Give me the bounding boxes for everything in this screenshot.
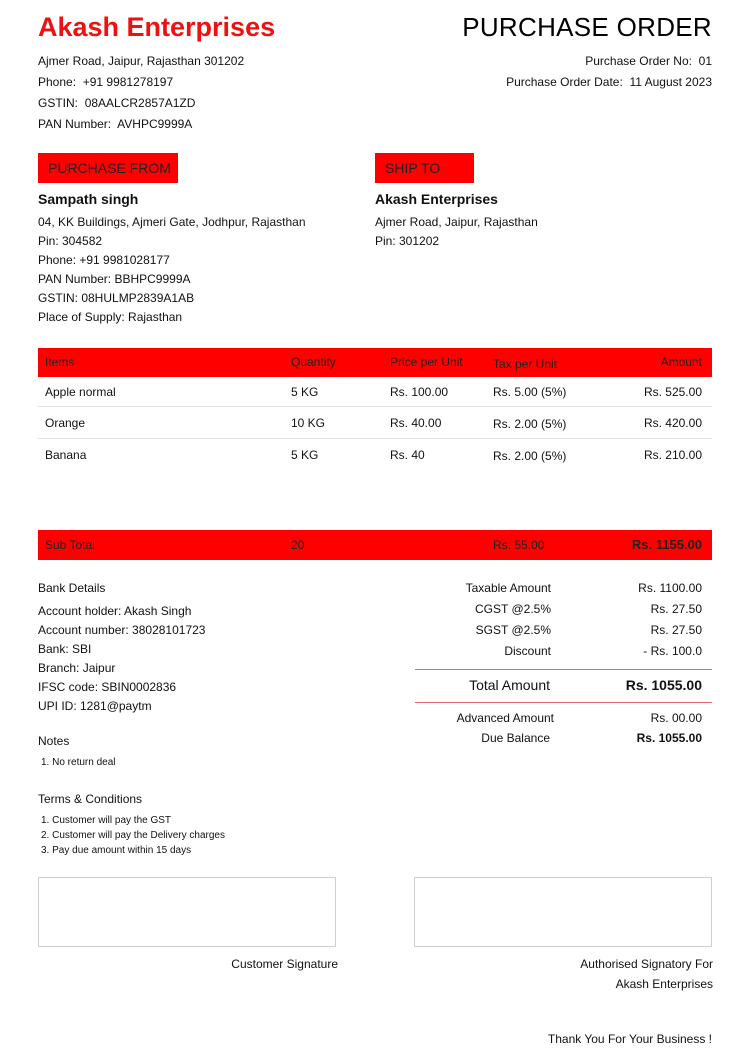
company-phone-value: +91 9981278197 [82, 75, 174, 89]
subtotal-label: Sub Total [45, 538, 95, 552]
vendor-name: Sampath singh [38, 191, 139, 207]
header-quantity: Quantity [291, 355, 336, 369]
taxable-amount-label: Taxable Amount [465, 581, 551, 595]
table-row-2-amount: Rs. 420.00 [643, 416, 702, 430]
bank-name: Bank: SBI [38, 642, 92, 656]
vendor-pan: PAN Number: BBHPC9999A [38, 272, 191, 286]
total-amount-value: Rs. 1055.00 [625, 677, 702, 693]
sgst-value: Rs. 27.50 [650, 623, 702, 637]
cgst-label: CGST @2.5% [475, 602, 551, 616]
discount-value: - Rs. 100.0 [643, 644, 702, 658]
subtotal-quantity: 20 [291, 538, 305, 552]
table-row-3-amount: Rs. 210.00 [643, 448, 702, 462]
header-tax-per-unit: Tax per Unit [493, 357, 558, 371]
bank-upi: UPI ID: 1281@paytm [38, 699, 152, 713]
table-row-3-price: Rs. 40 [390, 448, 425, 462]
subtotal-amount: Rs. 1155.00 [631, 537, 702, 552]
advanced-amount-label: Advanced Amount [456, 711, 554, 725]
thank-you-text: Thank You For Your Business ! [547, 1032, 712, 1046]
company-gstin-value: 08AALCR2857A1ZD [84, 96, 196, 110]
ship-to-address: Ajmer Road, Jaipur, Rajasthan [375, 215, 538, 229]
row-divider [38, 406, 712, 407]
header-items: Items [45, 355, 75, 369]
notes-heading: Notes [38, 734, 70, 748]
row-divider [38, 438, 712, 439]
po-date [506, 75, 712, 89]
vendor-phone: Phone: +91 9981028177 [38, 253, 170, 267]
customer-signature-box [38, 877, 336, 947]
advanced-amount-value: Rs. 00.00 [650, 711, 702, 725]
company-pan [38, 117, 192, 131]
table-row-1-quantity: 5 KG [291, 385, 319, 399]
terms-item-2: 2. Customer will pay the Delivery charges [41, 830, 225, 841]
due-balance-label: Due Balance [481, 731, 550, 745]
po-number-value: 01 [698, 54, 712, 68]
ship-to-pin: Pin: 301202 [375, 234, 440, 248]
notes-item-1: 1. No return deal [41, 757, 116, 768]
terms-item-1: 1. Customer will pay the GST [41, 815, 172, 826]
terms-heading: Terms & Conditions [38, 792, 143, 806]
cgst-value: Rs. 27.50 [650, 602, 702, 616]
company-phone-label: Phone: [38, 75, 77, 89]
terms-item-3: 3. Pay due amount within 15 days [41, 845, 192, 856]
table-row-1-price: Rs. 100.00 [390, 385, 449, 399]
due-balance-value: Rs. 1055.00 [636, 731, 702, 745]
bank-ifsc: IFSC code: SBIN0002836 [38, 680, 177, 694]
authorised-company-label: Akash Enterprises [615, 977, 713, 991]
summary-divider [415, 669, 712, 670]
bank-holder: Account holder: Akash Singh [38, 604, 192, 618]
table-row-2-price: Rs. 40.00 [390, 416, 442, 430]
company-gstin [38, 96, 195, 110]
company-name: Akash Enterprises [38, 12, 276, 42]
purchase-from-heading: PURCHASE FROM [38, 153, 178, 183]
table-row-3-item: Banana [45, 448, 87, 462]
po-date-value: 11 August 2023 [629, 75, 712, 89]
total-amount-label: Total Amount [469, 677, 550, 693]
subtotal-tax: Rs. 55.00 [493, 538, 545, 552]
ship-to-name: Akash Enterprises [375, 191, 498, 207]
table-row-2-item: Orange [45, 416, 86, 430]
company-address: Ajmer Road, Jaipur, Rajasthan 301202 [38, 54, 245, 68]
discount-label: Discount [504, 644, 551, 658]
authorised-signatory-label: Authorised Signatory For [580, 957, 713, 971]
ship-to-heading: SHIP TO [375, 153, 474, 183]
table-row-2-quantity: 10 KG [291, 416, 326, 430]
table-row-2-tax: Rs. 2.00 (5%) [493, 417, 567, 431]
po-number [585, 54, 712, 68]
vendor-pin: Pin: 304582 [38, 234, 103, 248]
header-amount: Amount [660, 355, 702, 369]
taxable-amount-value: Rs. 1100.00 [638, 581, 702, 595]
authorised-signature-box [414, 877, 712, 947]
bank-account-number: Account number: 38028101723 [38, 623, 206, 637]
company-pan-value: AVHPC9999A [117, 117, 193, 131]
table-row-3-quantity: 5 KG [291, 448, 319, 462]
bank-branch: Branch: Jaipur [38, 661, 116, 675]
table-row-1-item: Apple normal [45, 385, 116, 399]
items-table-header [38, 348, 712, 377]
table-row-3-tax: Rs. 2.00 (5%) [493, 449, 567, 463]
company-pan-label: PAN Number: [38, 117, 112, 131]
header-price-per-unit: Price per Unit [390, 355, 463, 369]
bank-details-heading: Bank Details [38, 581, 106, 595]
vendor-place-of-supply: Place of Supply: Rajasthan [38, 310, 183, 324]
customer-signature-label: Customer Signature [231, 957, 338, 971]
sgst-label: SGST @2.5% [475, 623, 551, 637]
summary-divider [415, 702, 712, 703]
document-title: PURCHASE ORDER [462, 12, 712, 42]
company-phone [38, 75, 173, 89]
vendor-address: 04, KK Buildings, Ajmeri Gate, Jodhpur, Rajasthan [38, 215, 306, 229]
table-row-1-tax: Rs. 5.00 (5%) [493, 385, 567, 399]
subtotal-bar [38, 530, 712, 560]
company-gstin-label: GSTIN: [38, 96, 79, 110]
po-number-label: Purchase Order No: [585, 54, 692, 68]
po-date-label: Purchase Order Date: [506, 75, 623, 89]
vendor-gstin: GSTIN: 08HULMP2839A1AB [38, 291, 195, 305]
table-row-1-amount: Rs. 525.00 [643, 385, 702, 399]
